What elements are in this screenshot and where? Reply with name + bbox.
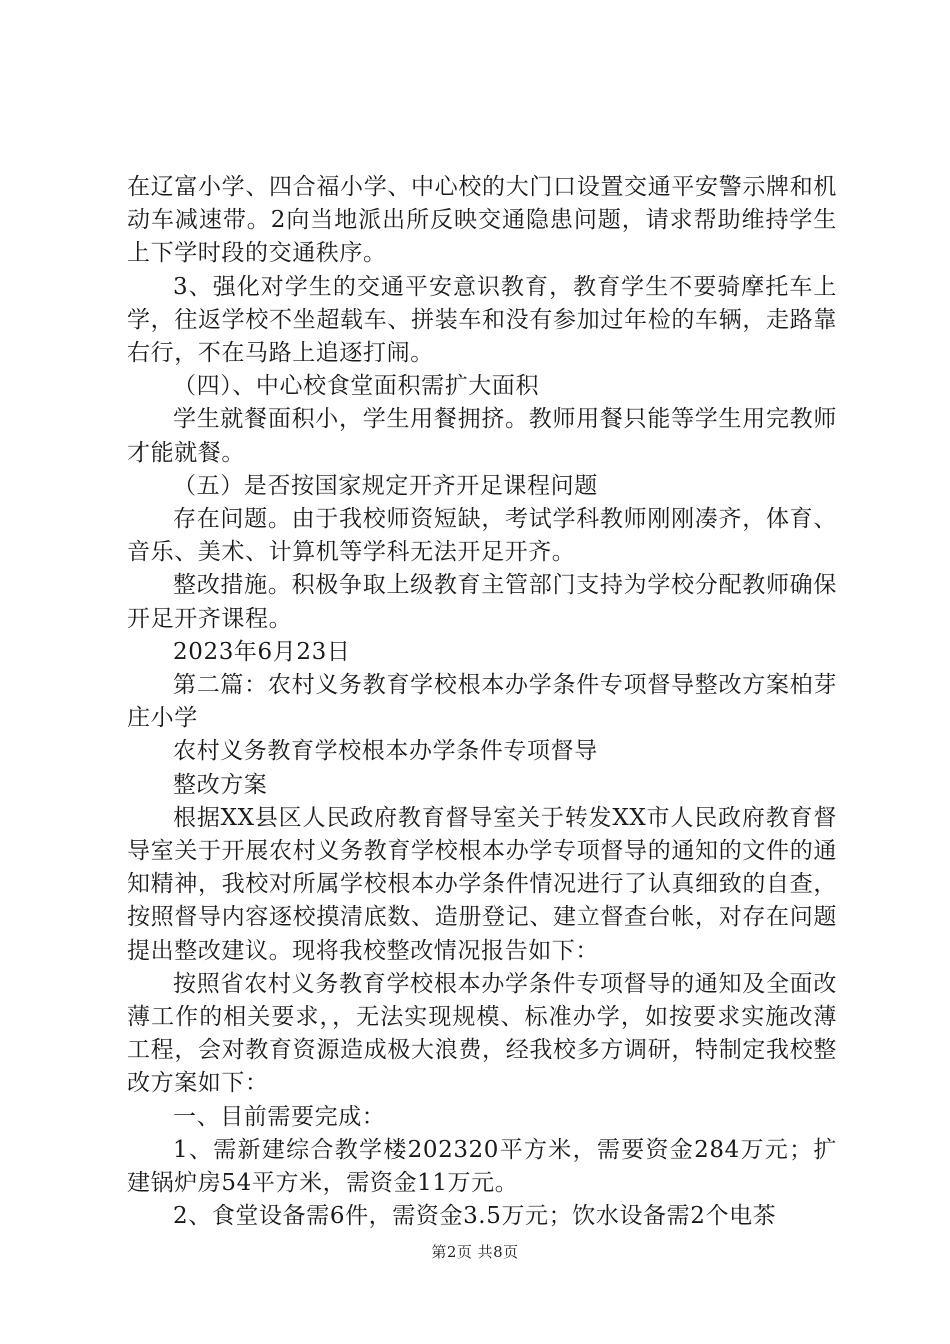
page-number: 第2页 共8页	[431, 1243, 519, 1261]
paragraph-curriculum-measures: 整改措施。积极争取上级教育主管部门支持为学校分配教师确保开足开齐课程。	[127, 572, 837, 632]
heading-curriculum: （五）是否按国家规定开齐开足课程问题	[173, 472, 598, 499]
paragraph-traffic-education: 3、强化对学生的交通平安意识教育，教育学生不要骑摩托车上学，往返学校不坐超载车、拼装车和没有参加过年检的车辆，走路靠右行，不在马路上追逐打闹。	[127, 273, 837, 367]
list-item-building: 1、需新建综合教学楼202320平方米，需要资金284万元；扩建锅炉房54平方米，需资金11万元。	[127, 1136, 837, 1197]
paragraph-canteen-issue: 学生就餐面积小，学生用餐拥挤。教师用餐只能等学生用完教师才能就餐。	[127, 406, 837, 466]
heading-current-needs: 一、目前需要完成：	[173, 1103, 386, 1130]
list-item-canteen-equipment: 2、食堂设备需6件，需资金3.5万元；饮水设备需2个电茶	[173, 1203, 777, 1230]
heading-canteen-area: （四）、中心校食堂面积需扩大面积	[173, 373, 540, 400]
section-title-part-two: 第二篇：农村义务教育学校根本办学条件专项督导整改方案柏芽庄小学	[127, 672, 837, 732]
document-date: 2023年6月23日	[173, 638, 351, 665]
document-body	[127, 171, 837, 1234]
paragraph-curriculum-problem: 存在问题。由于我校师资短缺，考试学科教师刚刚凑齐，体育、音乐、美术、计算机等学科无法开足开齐。	[127, 506, 837, 566]
paragraph-requirements: 按照省农村义务教育学校根本办学条件专项督导的通知及全面改薄工作的相关要求，，无法实现规模、标准办学，如按要求实施改薄工程，会对教育资源造成极大浪费，经我校多方调研，特制定我校整改方案如下：	[127, 970, 837, 1097]
subtitle-supervision: 农村义务教育学校根本办学条件专项督导	[173, 738, 598, 765]
paragraph-traffic-signs: 在辽富小学、四合福小学、中心校的大门口设置交通平安警示牌和机动车减速带。2向当地派出所反映交通隐患问题，请求帮助维持学生上下学时段的交通秩序。	[127, 174, 837, 267]
subtitle-rectification-plan: 整改方案	[173, 771, 268, 798]
paragraph-background: 根据XX县区人民政府教育督导室关于转发XX市人民政府教育督导室关于开展农村义务教育学校根本办学专项督导的通知的文件的通知精神，我校对所属学校根本办学条件情况进行了认真细致的自查，按照督导内容逐校摸清底数、造册登记、建立督查台帐，对存在问题提出整改建议。现将我校整改情况报告如下：	[127, 804, 837, 964]
